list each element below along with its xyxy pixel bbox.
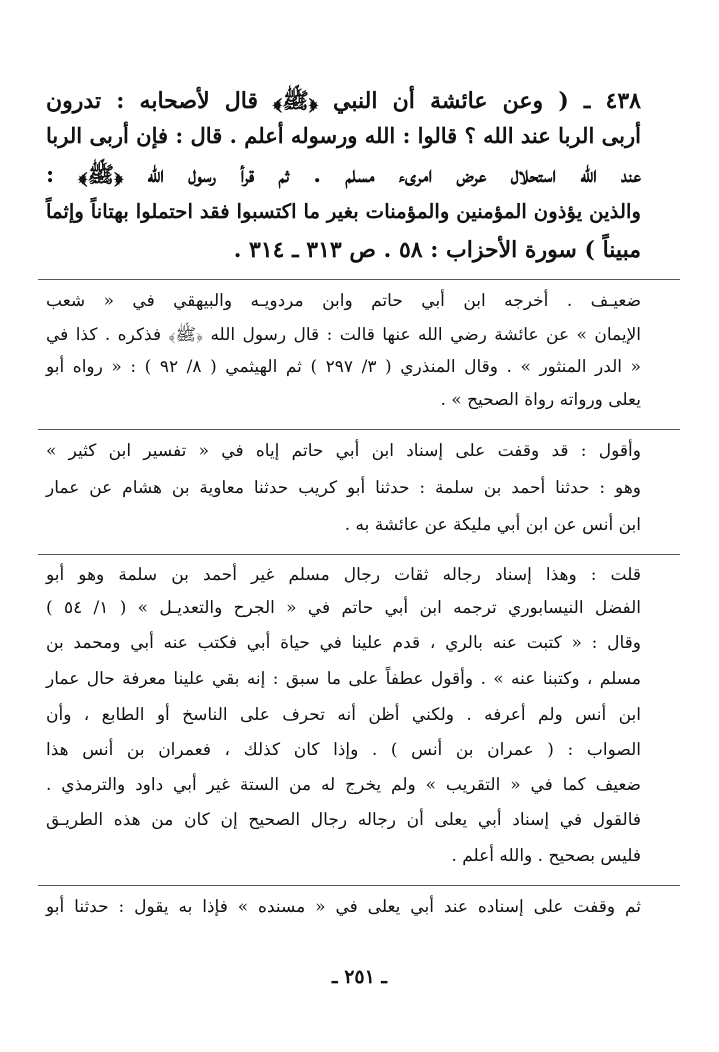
hadith-line-4: والذين يؤذون المؤمنين والمؤمنات بغير ما اكتسبوا فقد احتملوا بهتاناً وإثماً [46, 199, 641, 223]
section-divider [38, 554, 680, 555]
comment1-line-1: وأقول : قد وقفت على إسناد ابن أبي حاتم إياه في « تفسير ابن كثير » [46, 441, 641, 461]
comment3-line-1: ثم وقفت على إسناده عند أبي يعلى في « مسنده » فإذا به يقول : حدثنا أبو [46, 897, 641, 917]
comment2-line-8: فالقول في إسناد أبي يعلى أن رجاله رجال الصحيح إن كان من هذه الطريـق [46, 810, 641, 830]
comment2-line-2: الفضل النيسابوري ترجمه ابن أبي حاتم في « الجرح والتعديـل » ( ١/ ٥٤ ) [46, 598, 641, 618]
grading-line-1: ضعيـف . أخرجه ابن أبي حاتم وابن مردويـه والبيهقي في « شعب [46, 291, 641, 311]
comment2-line-5: ابن أنس ولم أعرفه . ولكني أظن أنه تحرف على الناسخ أو الطابع ، وأن [46, 705, 641, 725]
section-divider [38, 429, 680, 430]
hadith-line-3: عند الله استحلال عرض امرىء مسلم . ثم قرأ رسول الله ﴿ﷺ﴾ : [46, 162, 641, 188]
grading-line-3: « الدر المنثور » . وقال المنذري ( ٣/ ٢٩٧ ) ثم الهيثمي ( ٨/ ٩٢ ) : « رواه أبو [46, 357, 641, 377]
comment2-line-6: الصواب : ( عمران بن أنس ) . وإذا كان كذلك ، فعمران بن أنس هذا [46, 740, 641, 760]
page-number: ـ ٢٥١ ـ [332, 966, 387, 988]
grading-line-2: الإيمان » عن عائشة رضي الله عنها قالت : قال رسول الله ﴿ﷺ﴾ فذكره . كذا في [46, 325, 641, 345]
comment2-line-1: قلت : وهذا إسناد رجاله ثقات رجال مسلم غير أحمد بن سلمة وهو أبو [46, 565, 641, 585]
grading-line-4: يعلى ورواته رواة الصحيح » . [440, 390, 641, 410]
comment1-line-3: ابن أنس عن ابن أبي مليكة عن عائشة به . [344, 515, 641, 535]
hadith-line-2: أربى الربا عند الله ؟ قالوا : الله ورسوله أعلم . قال : فإن أربى الربا [46, 123, 641, 148]
section-divider [38, 885, 680, 886]
comment1-line-2: وهو : حدثنا أحمد بن سلمة : حدثنا أبو كريب حدثنا معاوية بن هشام عن عمار [46, 478, 641, 498]
hadith-line-1: ٤٣٨ ـ ( وعن عائشة أن النبي ﴿ﷺ﴾ قال لأصحابه : تدرون [46, 88, 641, 114]
comment2-line-7: ضعيف كما في « التقريب » ولم يخرج له من الستة غير أبي داود والترمذي . [46, 775, 641, 795]
hadith-line-5: مبيناً ) سورة الأحزاب : ٥٨ . ص ٣١٣ ـ ٣١٤ . [233, 237, 641, 263]
section-divider [38, 279, 680, 280]
comment2-line-9: فليس بصحيح . والله أعلم . [451, 846, 641, 866]
comment2-line-4: مسلم ، وكتبنا عنه » . وأقول عطفاً على ما سبق : إنه بقي علينا معرفة حال عمار [46, 669, 641, 689]
comment2-line-3: وقال : « كتبت عنه بالري ، قدم علينا في حياة أبي فكتب عنه أبي ومحمد بن [46, 633, 641, 653]
